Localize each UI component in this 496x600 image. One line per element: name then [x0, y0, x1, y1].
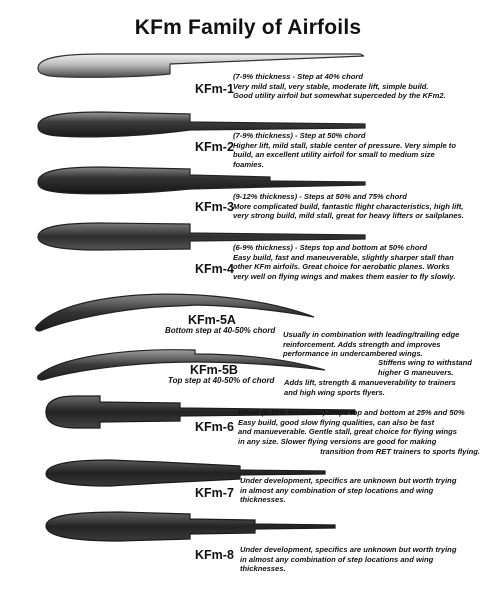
kfm5-stiffens-description: Stiffens wing to withstand higher G maneuvers. [378, 358, 472, 377]
kfm4-description: (6-9% thickness) - Steps top and bottom at 50% chord Easy build, fast and maneuverable, slightly sharper stall than other KFm airfoils. Great choice for aerobatic planes. Works very well on flying wings and makes them easier to fly slowly. [233, 243, 456, 281]
kfm5b-sublabel: Top step at 40-50% of chord [168, 376, 275, 385]
kfm5-description: Usually in combination with leading/trailing edge reinforcement. Adds strength and improves performance in undercambered wings. [283, 330, 460, 359]
kfm5-adds-description: Adds lift, strength & manueverability to trainers and high wing sports flyers. [284, 378, 456, 397]
kfm4-label: KFm-4 [195, 262, 234, 276]
page-title: KFm Family of Airfoils [134, 16, 362, 39]
kfm2-label: KFm-2 [195, 140, 234, 154]
kfm5b-label: KFm-5B [190, 363, 238, 377]
kfm1-label: KFm-1 [195, 82, 234, 96]
kfm8-description: Under development, specifics are unknown but worth trying in almost any combination of step locations and wing thicknesses. [240, 545, 457, 574]
kfm1-description: (7-9% thickness - Step at 40% chord Very mild stall, very stable, moderate lift, simple build. Good utility airfoil but somewhat superceded by the KFm2. [233, 72, 446, 101]
kfm8-airfoil [40, 506, 340, 548]
kfm8-label: KFm-8 [195, 548, 234, 562]
kfm7-description: Under development, specifics are unknown but worth trying in almost any combination of step locations and wing thicknesses. [240, 476, 457, 505]
kfm6-label: KFm-6 [195, 420, 234, 434]
kfm6-description-last: transition from RET trainers to sports flying. [320, 447, 480, 456]
kfm2-description: (7-9% thickness) - Step at 50% chord Higher lift, mild stall, stable center of pressure. Very simple to build, an excellent utility airfoil for small to medium size foamies. [233, 131, 456, 169]
kfm6-description: KFm6 (6-12% thickness) Steps top and bottom at 25% and 50% Easy build, good slow flying qualities, can also be fast and manueverable. Gentle stall, great choice for flying wings in any size. Slower flying versions are good for making [238, 408, 465, 446]
kfm5a-sublabel: Bottom step at 40-50% chord [165, 326, 276, 335]
kfm7-label: KFm-7 [195, 486, 234, 500]
kfm5a-label: KFm-5A [188, 313, 236, 327]
kfm3-label: KFm-3 [195, 200, 234, 214]
kfm3-description: (9-12% thickness) - Steps at 50% and 75% chord More complicated build, fantastic flight characteristics, high lift, very strong build, mild stall, great for heavy lifters or sailplanes. [233, 192, 464, 221]
